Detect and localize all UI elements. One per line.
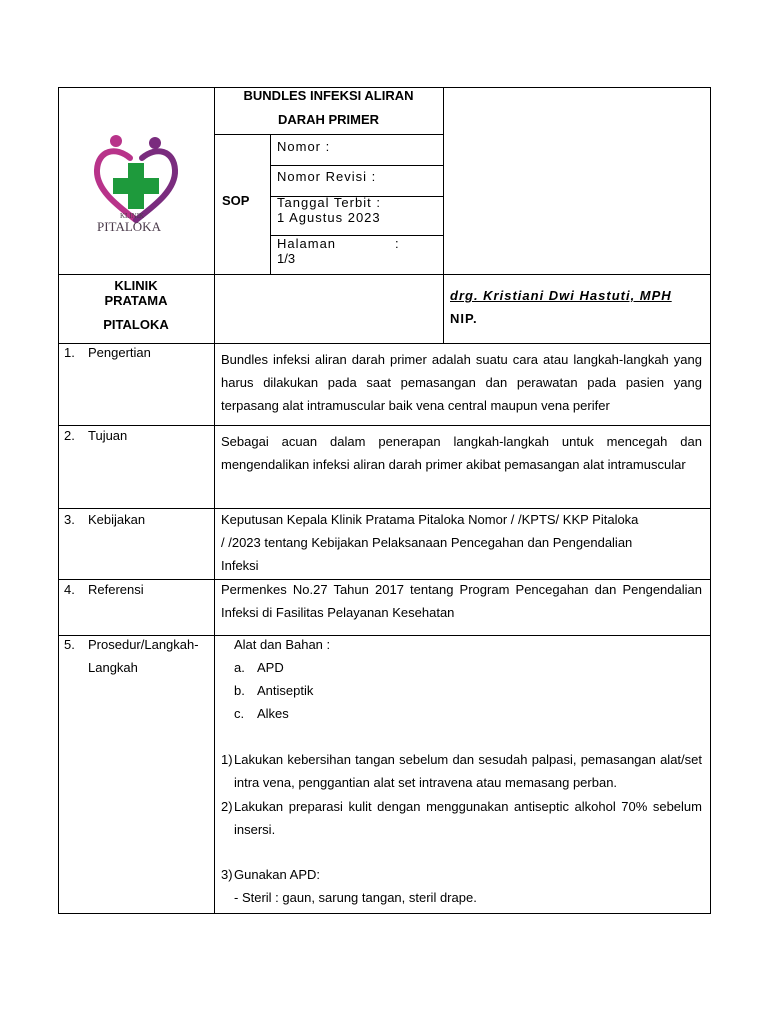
nomor-divider xyxy=(270,165,443,166)
step-text-1: Lakukan kebersihan tangan sebelum dan sesudah palpasi, pemasangan alat/set intra vena, penggantian alat set intravena atau memasang perban. xyxy=(234,752,702,790)
section-label-prosedur-line2: Langkah xyxy=(88,660,138,675)
clinic-name-line2: PRATAMA xyxy=(104,293,168,308)
clinic-name-line3: PITALOKA xyxy=(103,317,169,332)
tanggal-terbit-value: 1 Agustus 2023 xyxy=(277,210,381,225)
step-text-3: Gunakan APD: xyxy=(234,867,320,882)
row-divider-prosedur xyxy=(58,635,711,636)
kebijakan-line1: Keputusan Kepala Klinik Pratama Pitaloka Nomor / /KPTS/ KKP Pitaloka xyxy=(221,512,639,527)
section-number-4: 4. xyxy=(64,582,75,597)
alat-item-marker-c: c. xyxy=(234,706,245,721)
logo-text-small: KLINIK xyxy=(120,212,145,220)
step-number-3: 3) xyxy=(221,867,233,882)
title-divider xyxy=(214,134,443,135)
signatory-nip: NIP. xyxy=(450,311,478,326)
kebijakan-line2: / /2023 tentang Kebijakan Pelaksanaan Pencegahan dan Pengendalian xyxy=(221,535,633,550)
signatory-name: drg. Kristiani Dwi Hastuti, MPH xyxy=(450,288,672,303)
step-number-2: 2) xyxy=(221,799,233,814)
section-number-3: 3. xyxy=(64,512,75,527)
alat-item-marker-b: b. xyxy=(234,683,245,698)
halaman-colon: : xyxy=(395,236,399,251)
referensi-text: Permenkes No.27 Tahun 2017 tentang Program Pencegahan dan Pengendalian Infeksi di Fasilitas Pelayanan Kesehatan xyxy=(221,582,702,620)
row-divider-tujuan xyxy=(58,425,711,426)
halaman-value: 1/3 xyxy=(277,251,296,266)
kebijakan-line3: Infeksi xyxy=(221,558,259,573)
sop-title-line2: DARAH PRIMER xyxy=(277,112,380,127)
section-label-kebijakan: Kebijakan xyxy=(88,512,146,527)
section-label-pengertian: Pengertian xyxy=(88,345,151,360)
steril-line: - Steril : gaun, sarung tangan, steril drape. xyxy=(234,890,477,905)
alat-item-alkes: Alkes xyxy=(257,706,289,721)
section-number-1: 1. xyxy=(64,345,75,360)
halaman-label: Halaman xyxy=(277,236,337,251)
nomor-revisi-field: Nomor Revisi : xyxy=(277,169,377,184)
alat-item-apd: APD xyxy=(257,660,284,675)
row-divider-clinic xyxy=(58,274,711,275)
tanggal-terbit-label: Tanggal Terbit : xyxy=(277,195,381,210)
sop-title-line1: BUNDLES INFEKSI ALIRAN xyxy=(243,88,414,103)
section-label-tujuan: Tujuan xyxy=(88,428,128,443)
logo-text-big: PITALOKA xyxy=(97,219,161,234)
step-text-2: Lakukan preparasi kulit dengan menggunakan antiseptic alkohol 70% sebelum insersi. xyxy=(234,799,702,837)
row-divider-kebijakan xyxy=(58,508,711,509)
pengertian-text: Bundles infeksi aliran darah primer adalah suatu cara atau langkah-langkah yang harus dilakukan pada saat pemasangan dan perawatan pada pasien yang terpasang alat intramuscular baik vena central maupun vena perifer xyxy=(221,352,702,413)
alat-heading: Alat dan Bahan : xyxy=(234,637,331,652)
row-divider-pengertian xyxy=(58,343,711,344)
column-divider-left xyxy=(214,87,215,914)
section-label-prosedur-line1: Prosedur/Langkah- xyxy=(88,637,199,652)
nomor-field: Nomor : xyxy=(277,139,331,154)
sop-label: SOP xyxy=(222,193,250,208)
alat-item-marker-a: a. xyxy=(234,660,245,675)
clinic-name-line1: KLINIK xyxy=(114,278,158,293)
section-number-5: 5. xyxy=(64,637,75,652)
step-number-1: 1) xyxy=(221,752,233,767)
column-divider-sop xyxy=(270,134,271,274)
tujuan-text: Sebagai acuan dalam penerapan langkah-langkah untuk mencegah dan mengendalikan infeksi aliran darah primer akibat pemasangan alat intramuscular xyxy=(221,434,702,472)
clinic-logo xyxy=(86,130,186,240)
section-label-referensi: Referensi xyxy=(88,582,144,597)
section-number-2: 2. xyxy=(64,428,75,443)
column-divider-right xyxy=(443,87,444,344)
alat-item-antiseptik: Antiseptik xyxy=(257,683,314,698)
